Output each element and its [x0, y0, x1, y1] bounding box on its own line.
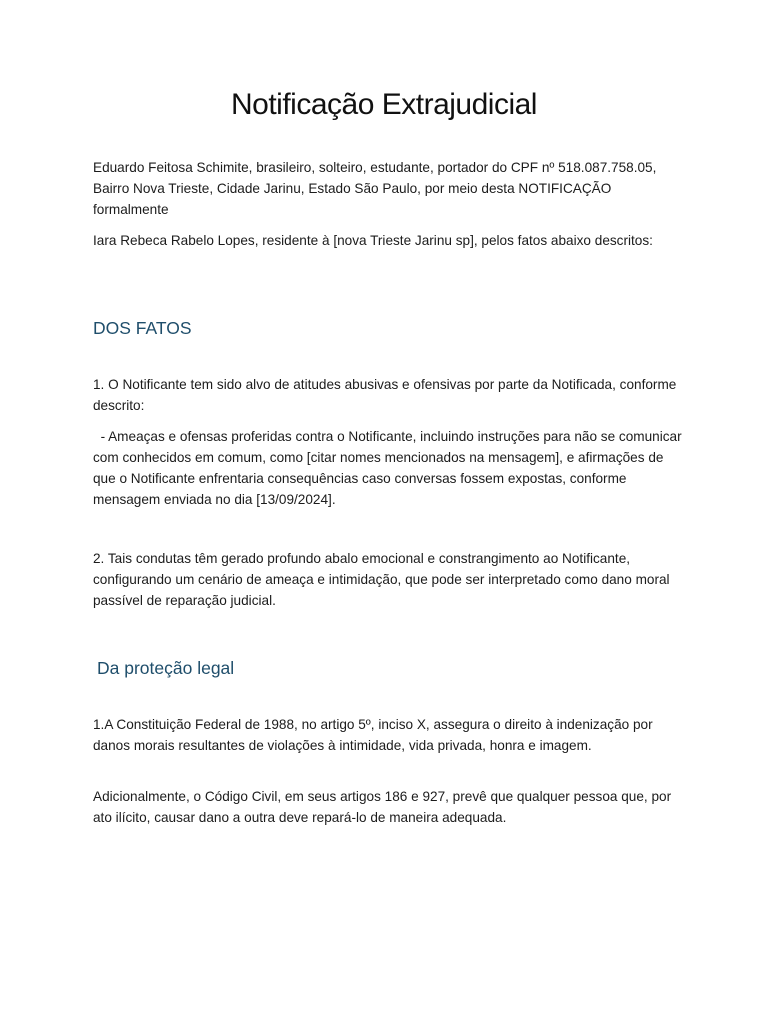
intro-notified-paragraph: Iara Rebeca Rabelo Lopes, residente à [nova Trieste Jarinu sp], pelos fatos abaixo descritos:: [93, 233, 653, 248]
facts-item-1-detail: - Ameaças e ofensas proferidas contra o Notificante, incluindo instruções para não se comunicar com conhecidos em comum, como [citar nomes mencionados na mensagem], e afirmações de que o Notificante enfrentaria consequências caso conversas fossem expostas, conforme mensagem enviada no dia [13/09/2024].: [93, 429, 686, 507]
legal-item-2: Adicionalmente, o Código Civil, em seus artigos 186 e 927, prevê que qualquer pessoa que, por ato ilícito, causar dano a outra deve repará-lo de maneira adequada.: [93, 789, 672, 825]
facts-item-2: 2. Tais condutas têm gerado profundo abalo emocional e constrangimento ao Notificante, configurando um cenário de ameaça e intimidação, que pode ser interpretado como dano moral passível de reparação judicial.: [93, 551, 670, 608]
section-heading-facts: DOS FATOS: [93, 318, 192, 338]
intro-notifier-paragraph: Eduardo Feitosa Schimite, brasileiro, solteiro, estudante, portador do CPF nº 518.087.758.05, Bairro Nova Trieste, Cidade Jarinu, Estado São Paulo, por meio desta NOTIFICAÇÃO formalmente: [93, 160, 657, 217]
facts-item-1: 1. O Notificante tem sido alvo de atitudes abusivas e ofensivas por parte da Notificada, conforme descrito:: [93, 377, 677, 413]
document-title: Notificação Extrajudicial: [231, 88, 537, 121]
legal-item-1: 1.A Constituição Federal de 1988, no artigo 5º, inciso X, assegura o direito à indenização por danos morais resultantes de violações à intimidade, vida privada, honra e imagem.: [93, 717, 653, 753]
section-heading-legal-protection: Da proteção legal: [97, 658, 235, 678]
